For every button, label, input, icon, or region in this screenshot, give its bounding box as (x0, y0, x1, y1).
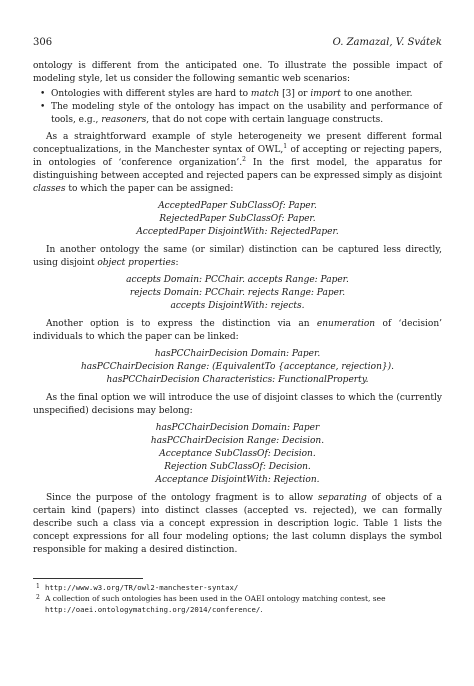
scenario-list (33, 88, 442, 127)
paragraph-properties: In another ontology the same (or similar) distinction can be captured less directly, using disjoint object properties: (33, 245, 442, 268)
footnote-divider (33, 578, 143, 579)
axiom-line: hasPCChairDecision Domain: Paper. (154, 349, 321, 359)
footnote-link[interactable]: http://www.w3.org/TR/owl2-manchester-syntax/ (45, 583, 239, 592)
axiom-line: hasPCChairDecision Range: (EquivalentTo {acceptance, rejection}). (80, 362, 394, 372)
axiom-line: Rejection SubClassOf: Decision. (164, 462, 311, 472)
axiom-line: hasPCChairDecision Domain: Paper (155, 423, 320, 433)
paragraph-example: As a straightforward example of style heterogeneity we present different formal conceptualizations, in the Manchester syntax of OWL,$^1$ of accepting or rejecting papers, in ontologies of ‘conference organization’.$^2$ In the first model, the apparatus for distinguishing between accepted and rejected papers can be expressed simply as disjoint classes to which the paper can be assigned: (33, 132, 442, 194)
axiom-line: accepts Domain: PCChair. accepts Range: Paper. (126, 275, 349, 285)
bullet-icon: • (40, 102, 46, 112)
axiom-line: Acceptance DisjointWith: Rejection. (155, 475, 320, 485)
code-block-enumeration (33, 348, 442, 387)
running-head: O. Zamazal, V. Svátek (332, 37, 442, 48)
bullet-icon: • (40, 89, 46, 99)
footnotes (33, 578, 442, 615)
axiom-line: accepts DisjointWith: rejects. (170, 301, 305, 311)
paragraph-separating: Since the purpose of the ontology fragment is to allow separating of objects of a certain kind (papers) into distinct classes (accepted vs. rejected), we can formally describe such a class via a concept expression in description logic. Table 1 lists the concept expressions for all four modeling options; the last column displays the symbol responsible for making a desired distinction. (33, 493, 443, 555)
paragraph-final-option: As the final option we will introduce the use of disjoint classes to which the (currently unspecified) decisions may belong: (33, 393, 442, 416)
footnote-2: 2 A collection of such ontologies has been used in the OAEI ontology matching contest, see http://oaei.ontologymatching.org/2014/conference/. (36, 594, 386, 614)
code-block-classes (33, 200, 442, 239)
footnote-link[interactable]: http://oaei.ontologymatching.org/2014/conference/ (45, 605, 261, 614)
axiom-line: Acceptance SubClassOf: Decision. (159, 449, 316, 459)
footnote-1: 1 http://www.w3.org/TR/owl2-manchester-syntax/ (36, 583, 239, 592)
code-block-properties (33, 274, 442, 313)
page-body (33, 60, 442, 557)
axiom-line: rejects Domain: PCChair. rejects Range: Paper. (129, 288, 346, 298)
axiom-line: RejectedPaper SubClassOf: Paper. (159, 214, 316, 224)
paragraph-enumeration: Another option is to express the distinction via an enumeration of ‘decision’ individuals to which the paper can be linked: (33, 319, 442, 342)
list-item: • The modeling style of the ontology has impact on the usability and performance of tools, e.g., reasoners, that do not cope with certain language constructs. (40, 102, 442, 125)
list-item: • Ontologies with different styles are hard to match [3] or import to one another. (40, 89, 413, 99)
page-header (33, 37, 442, 51)
footnote-ref-1[interactable]: 1 (283, 143, 288, 150)
axiom-line: AcceptedPaper DisjointWith: RejectedPaper. (136, 227, 339, 237)
paragraph-intro: ontology is different from the anticipated one. To illustrate the possible impact of modeling style, let us consider the following semantic web scenarios: (33, 61, 442, 84)
axiom-line: hasPCChairDecision Range: Decision. (150, 436, 325, 446)
axiom-line: AcceptedPaper SubClassOf: Paper. (158, 201, 317, 211)
page-number: 306 (33, 37, 53, 48)
axiom-line: hasPCChairDecision Characteristics: FunctionalProperty. (106, 375, 369, 385)
code-block-decisions (33, 422, 442, 487)
footnote-ref-2[interactable]: 2 (242, 156, 246, 163)
